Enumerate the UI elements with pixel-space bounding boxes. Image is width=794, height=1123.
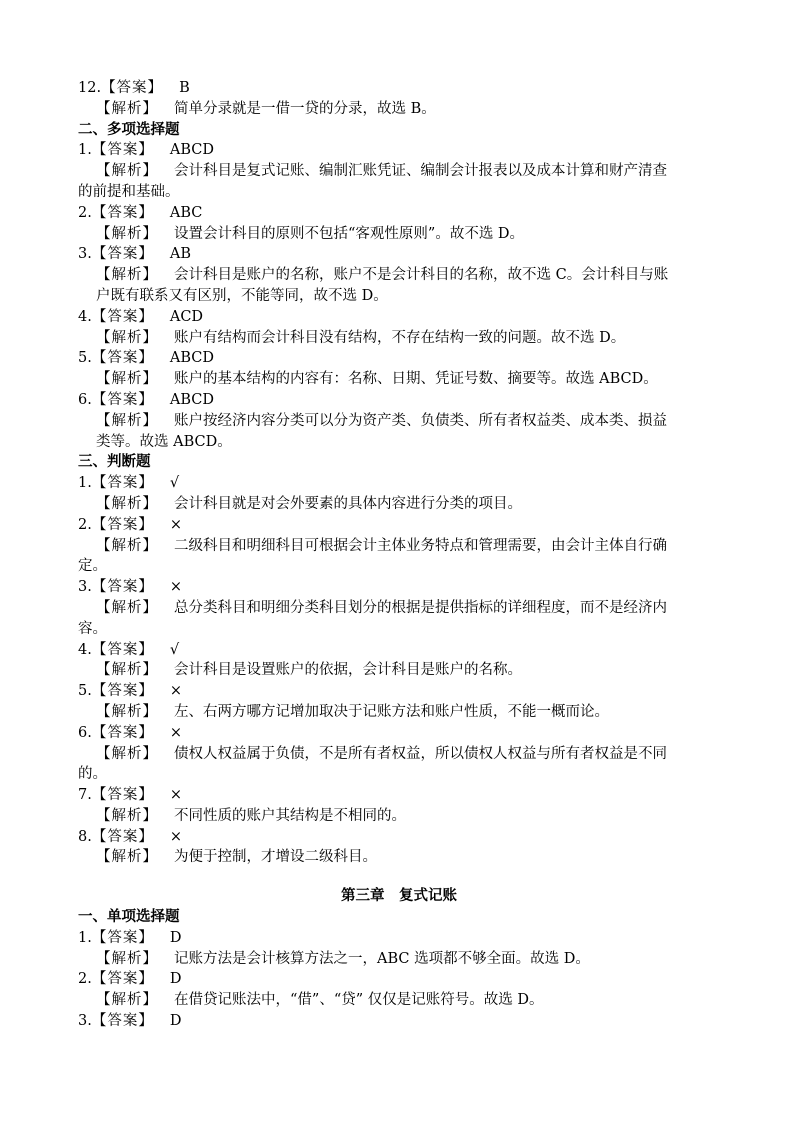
answer-tag: 【答案】: [91, 391, 154, 408]
explanation-text: 为便于控制，才增设二级科目。: [174, 849, 377, 866]
explanation-line: [78, 224, 720, 245]
explanation-continuation: 容。: [78, 620, 107, 637]
answer-tag: 【答案】: [91, 787, 154, 804]
answer-tag: 【答案】: [91, 579, 154, 596]
answer-tag: 【答案】: [91, 724, 154, 741]
question-number: 3.: [78, 1013, 92, 1030]
question-number: 1.: [78, 142, 92, 159]
answer-tag: 【答案】: [91, 971, 154, 988]
explanation-tag: 【解析】: [96, 745, 158, 762]
answer-line: [78, 78, 720, 99]
explanation-text: 简单分录就是一借一贷的分录，故选 B。: [174, 100, 436, 117]
explanation-continuation: 定。: [78, 558, 107, 575]
answer-line: [78, 203, 720, 224]
answer-tag: 【答案】: [91, 142, 154, 159]
answer-line: [78, 969, 720, 990]
explanation-text: 账户的基本结构的内容有：名称、日期、凭证号数、摘要等。故选 ABCD。: [174, 371, 658, 388]
explanation-continuation: 类等。故选 ABCD。: [96, 433, 232, 450]
question-number: 6.: [78, 724, 92, 741]
question-number: 2.: [78, 204, 92, 221]
explanation-text: 债权人权益属于负债，不是所有者权益，所以债权人权益与所有者权益是不同: [174, 745, 667, 762]
answer-tag: 【答案】: [91, 641, 154, 658]
explanation-tag: 【解析】: [96, 267, 158, 284]
answer-tag: 【答案】: [91, 683, 154, 700]
section-heading: 一、单项选择题: [78, 908, 180, 926]
answer-line: [78, 307, 720, 328]
chapter-title: 第三章 复式记账: [341, 887, 457, 905]
explanation-line: [78, 660, 720, 681]
section-heading: 二、多项选择题: [78, 120, 180, 138]
answer-line: [78, 1011, 720, 1032]
answer-value: ×: [169, 724, 182, 741]
answer-value: ×: [169, 828, 182, 845]
answer-value: ACD: [169, 308, 204, 325]
explanation-tag: 【解析】: [96, 992, 158, 1009]
explanation-continuation: 的前提和基础。: [78, 183, 180, 200]
explanation-text: 会计科目是账户的名称，账户不是会计科目的名称，故不选 C。会计科目与账: [174, 267, 669, 284]
question-number: 5.: [78, 350, 92, 367]
explanation-line: [78, 806, 720, 827]
question-number: 1.: [78, 929, 92, 946]
explanation-tag: 【解析】: [96, 537, 158, 554]
answer-value: D: [169, 1013, 182, 1030]
answer-tag: 【答案】: [91, 475, 154, 492]
explanation-text: 会计科目是复式记账、编制汇账凭证、编制会计报表以及成本计算和财产清查: [174, 163, 667, 180]
explanation-line: [78, 369, 720, 390]
explanation-tag: 【解析】: [96, 100, 158, 117]
explanation-tag: 【解析】: [96, 662, 158, 679]
question-number: 1.: [78, 475, 92, 492]
explanation-line: [78, 536, 720, 557]
answer-line: [78, 723, 720, 744]
explanation-tag: 【解析】: [96, 371, 158, 388]
answer-line: [78, 577, 720, 598]
section-heading: 三、判断题: [78, 453, 151, 471]
answer-tag: 【答案】: [91, 204, 154, 221]
answer-value: ABCD: [169, 391, 214, 408]
answer-tag: 【答案】: [91, 929, 154, 946]
question-number: 3.: [78, 579, 92, 596]
explanation-line: [78, 990, 720, 1011]
document-page: [78, 78, 720, 1032]
answer-value: ABC: [169, 204, 203, 221]
explanation-tag: 【解析】: [96, 703, 158, 720]
answer-line: [78, 515, 720, 536]
explanation-tag: 【解析】: [96, 225, 158, 242]
explanation-tag: 【解析】: [96, 412, 158, 429]
explanation-line: [78, 847, 720, 868]
answer-value: ABCD: [169, 350, 214, 367]
explanation-tag: 【解析】: [96, 950, 158, 967]
answer-value: D: [169, 929, 182, 946]
answer-value: ×: [169, 579, 182, 596]
answer-line: [78, 140, 720, 161]
answer-value: ×: [169, 516, 182, 533]
explanation-text: 不同性质的账户其结构是不相同的。: [174, 807, 406, 824]
answer-value: √: [169, 475, 180, 492]
explanation-text: 账户按经济内容分类可以分为资产类、负债类、所有者权益类、成本类、损益: [174, 412, 667, 429]
explanation-line: [78, 494, 720, 515]
answer-line: [78, 244, 720, 265]
explanation-line: [78, 99, 720, 120]
question-number: 6.: [78, 391, 92, 408]
explanation-tag: 【解析】: [96, 495, 158, 512]
explanation-line: [78, 744, 720, 765]
explanation-continuation: 的。: [78, 766, 107, 783]
answer-value: ×: [169, 787, 182, 804]
explanation-text: 总分类科目和明细分类科目划分的根据是提供指标的详细程度，而不是经济内: [174, 599, 667, 616]
answer-line: [78, 348, 720, 369]
answer-line: [78, 827, 720, 848]
answer-line: [78, 473, 720, 494]
answer-value: ×: [169, 683, 182, 700]
question-number: 5.: [78, 683, 92, 700]
explanation-line: [78, 161, 720, 182]
explanation-text: 在借贷记账法中，“借”、“贷” 仅仅是记账符号。故选 D。: [174, 992, 544, 1009]
question-number: 4.: [78, 641, 92, 658]
explanation-tag: 【解析】: [96, 807, 158, 824]
answer-tag: 【答案】: [91, 246, 154, 263]
explanation-text: 账户有结构而会计科目没有结构，不存在结构一致的问题。故不选 D。: [174, 329, 626, 346]
answer-tag: 【答案】: [91, 308, 154, 325]
explanation-line: [78, 949, 720, 970]
explanation-line: [78, 265, 720, 286]
answer-tag: 【答案】: [91, 516, 154, 533]
answer-value: AB: [169, 246, 191, 263]
explanation-tag: 【解析】: [96, 163, 158, 180]
explanation-tag: 【解析】: [96, 849, 158, 866]
question-number: 4.: [78, 308, 92, 325]
answer-line: [78, 390, 720, 411]
answer-value: D: [169, 971, 182, 988]
answer-line: [78, 640, 720, 661]
answer-line: [78, 928, 720, 949]
explanation-line: [78, 328, 720, 349]
explanation-text: 会计科目是设置账户的依据，会计科目是账户的名称。: [174, 662, 522, 679]
question-number: 7.: [78, 787, 92, 804]
explanation-tag: 【解析】: [96, 329, 158, 346]
explanation-line: [78, 702, 720, 723]
answer-line: [78, 785, 720, 806]
answer-tag: 【答案】: [91, 1013, 154, 1030]
explanation-text: 左、右两方哪方记增加取决于记账方法和账户性质，不能一概而论。: [174, 703, 609, 720]
question-number: 8.: [78, 828, 92, 845]
explanation-text: 设置会计科目的原则不包括“客观性原则”。故不选 D。: [174, 225, 525, 242]
answer-tag: 【答案】: [91, 350, 154, 367]
answer-value: B: [179, 80, 190, 96]
explanation-text: 记账方法是会计核算方法之一，ABC 选项都不够全面。故选 D。: [174, 950, 590, 967]
answer-line: [78, 681, 720, 702]
explanation-line: [78, 598, 720, 619]
explanation-continuation: 户既有联系又有区别，不能等同，故不选 D。: [96, 287, 388, 304]
question-number: 3.: [78, 246, 92, 263]
question-number: 2.: [78, 971, 92, 988]
answer-tag: 【答案】: [91, 828, 154, 845]
explanation-tag: 【解析】: [96, 599, 158, 616]
answer-value: ABCD: [169, 142, 214, 159]
answer-value: √: [169, 641, 180, 658]
answer-tag: 【答案】: [101, 80, 164, 96]
explanation-text: 会计科目就是对会外要素的具体内容进行分类的项目。: [174, 495, 522, 512]
question-number: 2.: [78, 516, 92, 533]
question-number: 12.: [78, 80, 102, 96]
explanation-text: 二级科目和明细科目可根据会计主体业务特点和管理需要，由会计主体自行确: [174, 537, 667, 554]
explanation-line: [78, 411, 720, 432]
